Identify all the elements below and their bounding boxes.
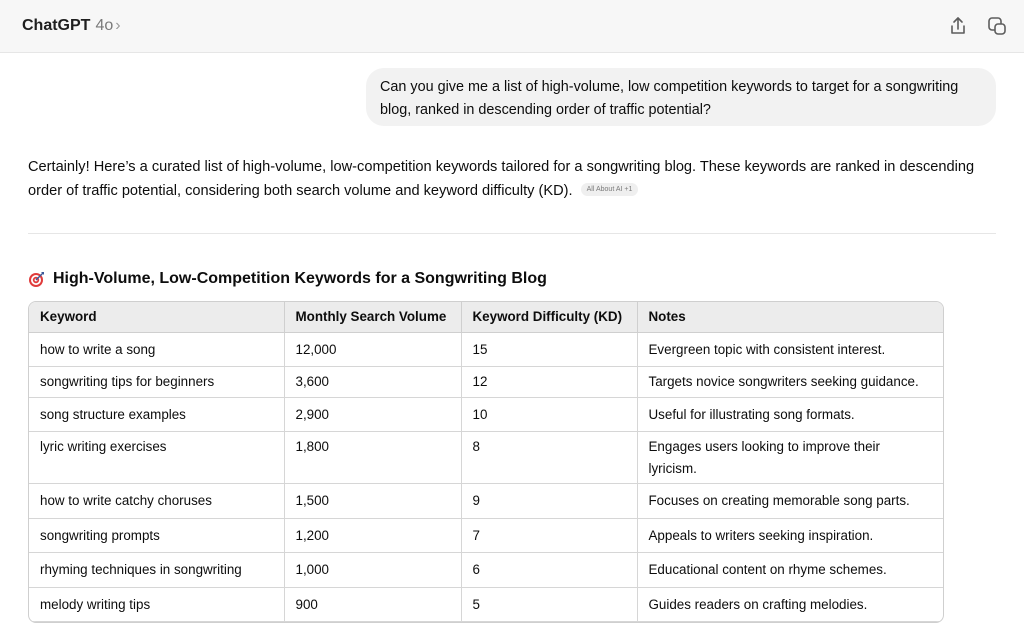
assistant-intro <box>28 155 1003 203</box>
source-chip[interactable]: All About AI +1 <box>581 183 639 196</box>
cell-difficulty: 15 <box>461 332 637 367</box>
cell-keyword: rhyming techniques in songwriting <box>29 553 284 588</box>
cell-volume: 1,500 <box>284 484 461 519</box>
cell-volume: 1,000 <box>284 553 461 588</box>
cell-difficulty: 9 <box>461 484 637 519</box>
cell-difficulty: 7 <box>461 518 637 553</box>
header-volume: Monthly Search Volume <box>284 302 461 332</box>
cell-notes: Focuses on creating memorable song parts. <box>637 484 943 519</box>
cell-notes: Targets novice songwriters seeking guidance. <box>637 367 943 398</box>
share-icon[interactable] <box>947 15 969 37</box>
table-row <box>29 484 943 519</box>
cell-difficulty: 5 <box>461 587 637 622</box>
cell-volume: 1,800 <box>284 432 461 484</box>
cell-notes: Appeals to writers seeking inspiration. <box>637 518 943 553</box>
chevron-right-icon: › <box>115 17 121 34</box>
table-row <box>29 518 943 553</box>
cell-volume: 3,600 <box>284 367 461 398</box>
cell-keyword: songwriting prompts <box>29 518 284 553</box>
table-row <box>29 332 943 367</box>
table-row <box>29 432 943 484</box>
cell-keyword: songwriting tips for beginners <box>29 367 284 398</box>
header-difficulty: Keyword Difficulty (KD) <box>461 302 637 332</box>
cell-difficulty: 12 <box>461 367 637 398</box>
cell-keyword: melody writing tips <box>29 587 284 622</box>
cell-notes: Useful for illustrating song formats. <box>637 397 943 432</box>
table-row <box>29 587 943 622</box>
cell-notes: Educational content on rhyme schemes. <box>637 553 943 588</box>
divider <box>28 233 996 234</box>
table-header-row <box>29 302 943 332</box>
cell-difficulty: 8 <box>461 432 637 484</box>
cell-volume: 900 <box>284 587 461 622</box>
assistant-intro-text: Certainly! Here’s a curated list of high-volume, low-competition keywords tailored for a songwriting blog. These keywords are ranked in descending order of traffic potential, considering both search volume and keyword difficulty (KD). <box>28 159 975 199</box>
table-row <box>29 367 943 398</box>
target-icon <box>28 270 46 288</box>
cell-keyword: song structure examples <box>29 397 284 432</box>
keywords-table <box>28 301 944 623</box>
cell-notes: Guides readers on crafting melodies. <box>637 587 943 622</box>
header-keyword: Keyword <box>29 302 284 332</box>
model-selector[interactable] <box>22 17 121 35</box>
app-name: ChatGPT <box>22 17 91 34</box>
cell-volume: 12,000 <box>284 332 461 367</box>
top-bar <box>0 0 1024 53</box>
cell-difficulty: 10 <box>461 397 637 432</box>
cell-keyword: how to write a song <box>29 332 284 367</box>
cell-volume: 2,900 <box>284 397 461 432</box>
user-message-bubble: Can you give me a list of high-volume, low competition keywords to target for a songwriting blog, ranked in descending order of traffic potential? <box>366 68 996 126</box>
cell-volume: 1,200 <box>284 518 461 553</box>
model-name: 4o <box>95 17 114 34</box>
cell-difficulty: 6 <box>461 553 637 588</box>
new-window-icon[interactable] <box>986 15 1008 37</box>
section-heading <box>28 270 547 288</box>
cell-notes: Evergreen topic with consistent interest. <box>637 332 943 367</box>
table-row <box>29 397 943 432</box>
table-row <box>29 553 943 588</box>
cell-keyword: lyric writing exercises <box>29 432 284 484</box>
section-heading-text: High-Volume, Low-Competition Keywords for a Songwriting Blog <box>53 270 547 287</box>
cell-notes: Engages users looking to improve their lyricism. <box>637 432 943 484</box>
cell-keyword: how to write catchy choruses <box>29 484 284 519</box>
header-notes: Notes <box>637 302 943 332</box>
